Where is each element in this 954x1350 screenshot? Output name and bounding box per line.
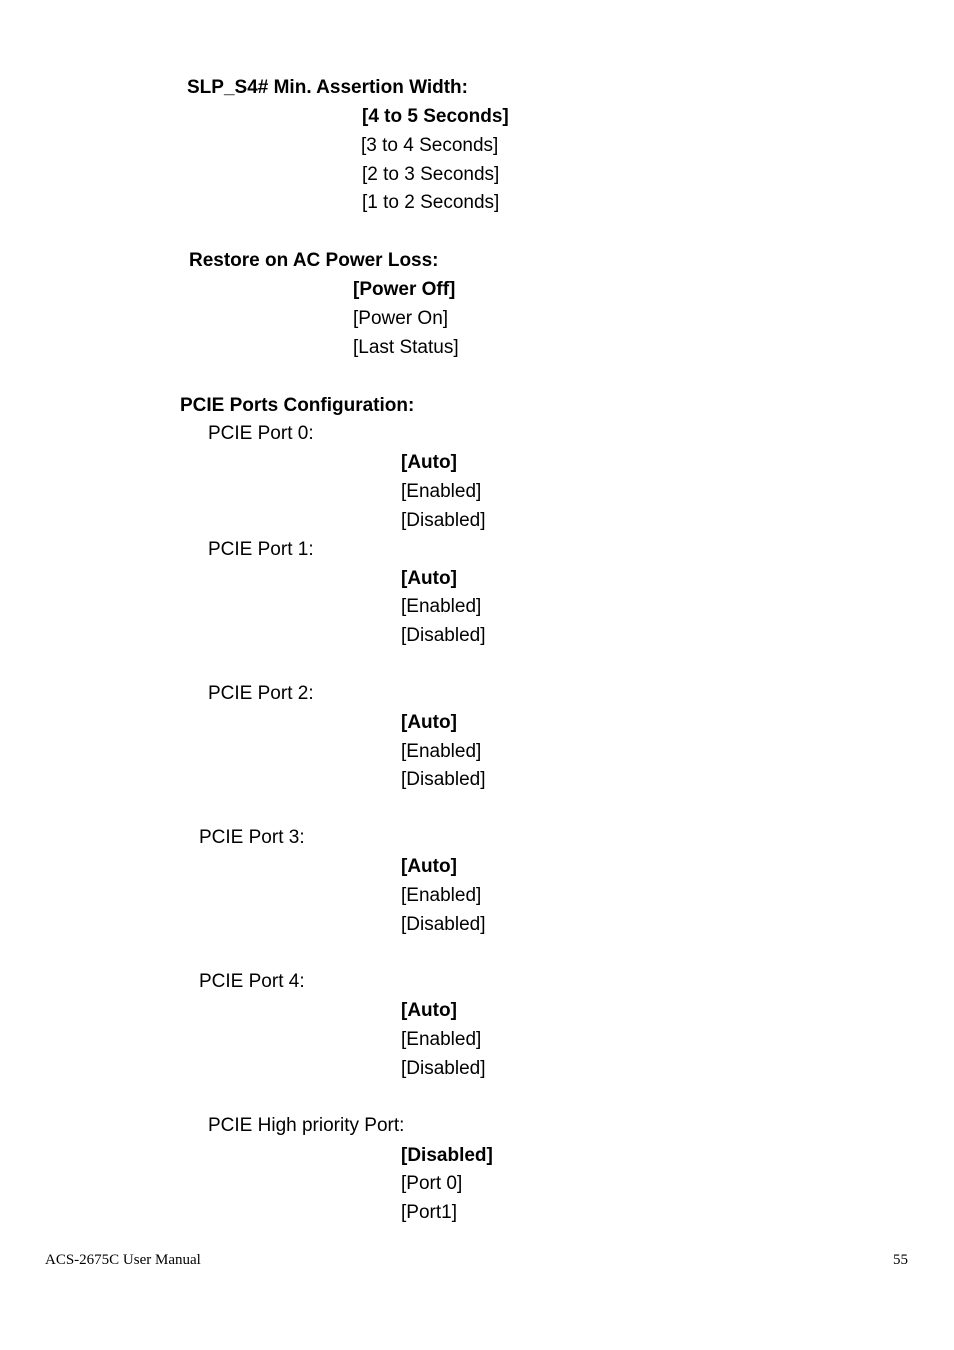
pcie-port-2-option: [Disabled]: [401, 769, 486, 790]
pcie-port-2-option: [Enabled]: [401, 741, 482, 762]
pcie-port-3-option: [Disabled]: [401, 914, 486, 935]
restore-ac-option: [Power On]: [353, 308, 449, 329]
pcie-high-priority-option: [Port 0]: [401, 1173, 463, 1194]
pcie-port-0-default: [Auto]: [401, 452, 457, 473]
pcie-high-priority-label: PCIE High priority Port:: [208, 1115, 405, 1136]
pcie-port-3-default: [Auto]: [401, 856, 457, 877]
pcie-port-0-option: [Disabled]: [401, 510, 486, 531]
pcie-port-0-option: [Enabled]: [401, 481, 482, 502]
pcie-port-2-label: PCIE Port 2:: [208, 683, 314, 704]
pcie-port-4-option: [Disabled]: [401, 1058, 486, 1079]
pcie-port-1-label: PCIE Port 1:: [208, 539, 314, 560]
pcie-port-1-default: [Auto]: [401, 568, 457, 589]
slp-s4-option: [2 to 3 Seconds]: [362, 164, 500, 185]
pcie-high-priority-default: [Disabled]: [401, 1145, 493, 1166]
pcie-port-2-default: [Auto]: [401, 712, 457, 733]
slp-s4-heading: SLP_S4# Min. Assertion Width:: [187, 77, 468, 98]
restore-ac-default-option: [Power Off]: [353, 279, 456, 300]
pcie-port-0-label: PCIE Port 0:: [208, 423, 314, 444]
pcie-port-3-label: PCIE Port 3:: [199, 827, 305, 848]
pcie-port-3-option: [Enabled]: [401, 885, 482, 906]
slp-s4-option: [3 to 4 Seconds]: [361, 135, 499, 156]
pcie-port-1-option: [Disabled]: [401, 625, 486, 646]
restore-ac-heading: Restore on AC Power Loss:: [189, 250, 439, 271]
pcie-port-1-option: [Enabled]: [401, 596, 482, 617]
pcie-high-priority-option: [Port1]: [401, 1202, 457, 1223]
pcie-port-4-default: [Auto]: [401, 1000, 457, 1021]
slp-s4-default-option: [4 to 5 Seconds]: [362, 106, 509, 127]
pcie-port-4-label: PCIE Port 4:: [199, 971, 305, 992]
restore-ac-option: [Last Status]: [353, 337, 459, 358]
footer-page-number: 55: [893, 1252, 908, 1268]
slp-s4-option: [1 to 2 Seconds]: [362, 192, 500, 213]
footer-manual-title: ACS-2675C User Manual: [45, 1252, 201, 1268]
pcie-config-heading: PCIE Ports Configuration:: [180, 395, 415, 416]
pcie-port-4-option: [Enabled]: [401, 1029, 482, 1050]
